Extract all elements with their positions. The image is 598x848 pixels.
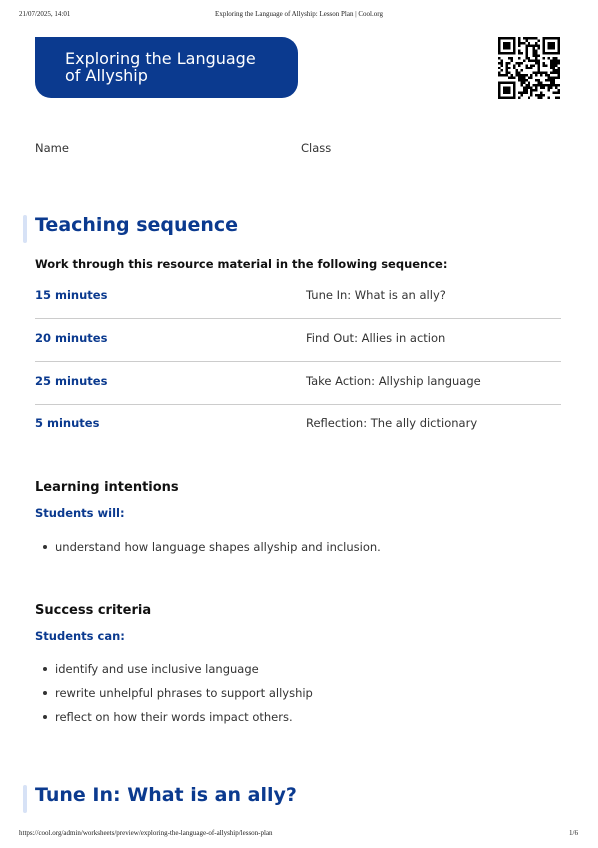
sequence-time: 20 minutes [35,331,108,345]
table-row [35,404,561,446]
learning-intentions-heading: Learning intentions [35,480,179,495]
success-criteria-subheading: Students can: [35,629,125,643]
list-item: understand how language shapes allyship and inclusion. [35,540,381,564]
table-row [35,319,561,362]
tune-in-heading: Tune In: What is an ally? [35,784,297,806]
sequence-time: 15 minutes [35,288,108,302]
sequence-activity: Reflection: The ally dictionary [306,416,478,430]
sequence-time: 5 minutes [35,416,100,430]
section-accent-bar [23,785,27,813]
sequence-activity: Take Action: Allyship language [306,374,481,388]
learning-intentions-subheading: Students will: [35,506,125,520]
success-criteria-list [35,662,313,734]
sequence-activity: Tune In: What is an ally? [306,288,446,302]
qr-code-icon [498,37,560,99]
sequence-time: 25 minutes [35,374,108,388]
success-criteria-heading: Success criteria [35,603,152,618]
print-page-number: 1/6 [569,829,578,837]
list-item: reflect on how their words impact others. [35,710,313,734]
class-field-label: Class [301,141,332,155]
lesson-title-line-1: Exploring the Language [65,49,256,68]
name-field-label: Name [35,141,69,155]
table-row [35,362,561,405]
table-row [35,276,561,319]
lesson-title-banner [35,37,298,98]
print-page-title: Exploring the Language of Allyship: Lesson Plan | Cool.org [215,10,383,18]
teaching-sequence-heading: Teaching sequence [35,214,239,236]
lesson-title-line-2: of Allyship [65,66,148,85]
section-accent-bar [23,215,27,243]
teaching-sequence-intro: Work through this resource material in the following sequence: [35,257,448,271]
list-item: identify and use inclusive language [35,662,313,686]
learning-intentions-list [35,540,381,564]
sequence-activity: Find Out: Allies in action [306,331,446,345]
print-datetime: 21/07/2025, 14:01 [19,10,71,18]
list-item: rewrite unhelpful phrases to support allyship [35,686,313,710]
print-url: https://cool.org/admin/worksheets/preview/exploring-the-language-of-allyship/lesson-plan [19,829,273,837]
